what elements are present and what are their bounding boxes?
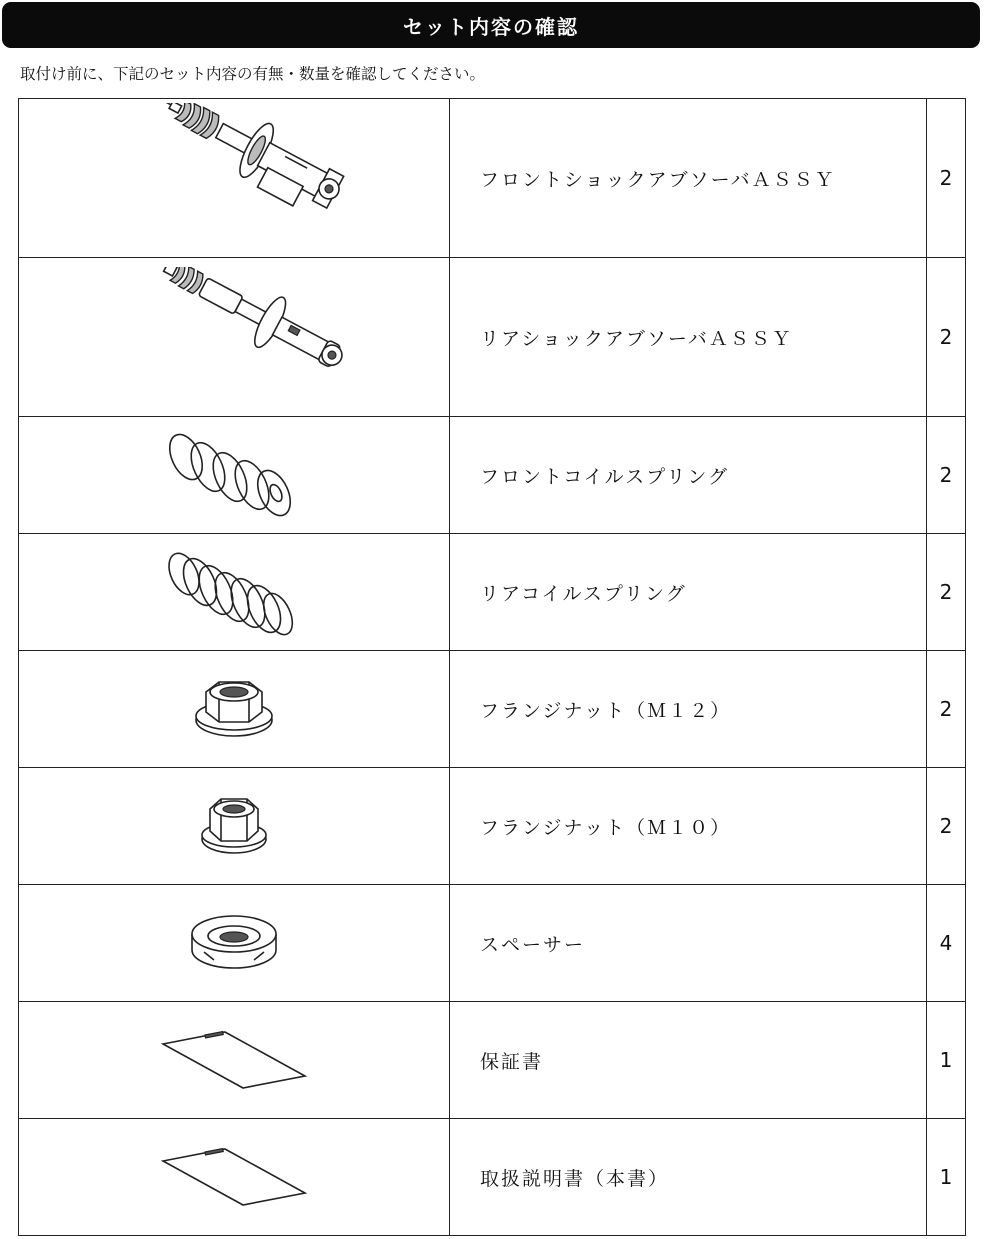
part-quantity: 2 <box>927 768 966 885</box>
part-quantity: 4 <box>927 885 966 1002</box>
rear-shock-absorber-icon <box>119 267 349 407</box>
image-cell <box>19 99 450 258</box>
flange-nut-m12-icon <box>189 674 279 744</box>
part-name: フランジナット（Ｍ１２） <box>450 651 927 768</box>
part-quantity: 1 <box>927 1002 966 1119</box>
part-name: 保証書 <box>450 1002 927 1119</box>
image-cell <box>19 258 450 417</box>
image-cell <box>19 768 450 885</box>
table-row <box>19 99 966 258</box>
table-row <box>19 1119 966 1236</box>
part-quantity: 2 <box>927 99 966 258</box>
part-name: フランジナット（Ｍ１０） <box>450 768 927 885</box>
front-coil-spring-icon <box>164 425 304 525</box>
table-row <box>19 1002 966 1119</box>
warranty-document-icon <box>159 1030 309 1090</box>
part-name: リアコイルスプリング <box>450 534 927 651</box>
instruction-manual-icon <box>159 1147 309 1207</box>
image-cell <box>19 1002 450 1119</box>
part-quantity: 2 <box>927 417 966 534</box>
part-quantity: 2 <box>927 258 966 417</box>
part-quantity: 1 <box>927 1119 966 1236</box>
table-row <box>19 417 966 534</box>
image-cell <box>19 534 450 651</box>
part-name: フロントショックアブソーバＡＳＳＹ <box>450 99 927 258</box>
part-quantity: 2 <box>927 534 966 651</box>
table-row <box>19 534 966 651</box>
image-cell <box>19 1119 450 1236</box>
rear-coil-spring-icon <box>164 542 304 642</box>
table-row <box>19 768 966 885</box>
part-name: フロントコイルスプリング <box>450 417 927 534</box>
part-name: スペーサー <box>450 885 927 1002</box>
flange-nut-m10-icon <box>194 791 274 861</box>
part-name: 取扱説明書（本書） <box>450 1119 927 1236</box>
spacer-icon <box>184 908 284 978</box>
section-header <box>2 2 980 48</box>
table-row <box>19 258 966 417</box>
parts-table <box>18 98 966 1236</box>
front-shock-absorber-icon <box>119 103 349 253</box>
part-quantity: 2 <box>927 651 966 768</box>
table-row <box>19 885 966 1002</box>
image-cell <box>19 417 450 534</box>
table-row <box>19 651 966 768</box>
intro-text: 取付け前に、下記のセット内容の有無・数量を確認してください。 <box>20 65 486 83</box>
section-title: セット内容の確認 <box>403 14 579 39</box>
part-name: リアショックアブソーバＡＳＳＹ <box>450 258 927 417</box>
image-cell <box>19 651 450 768</box>
image-cell <box>19 885 450 1002</box>
